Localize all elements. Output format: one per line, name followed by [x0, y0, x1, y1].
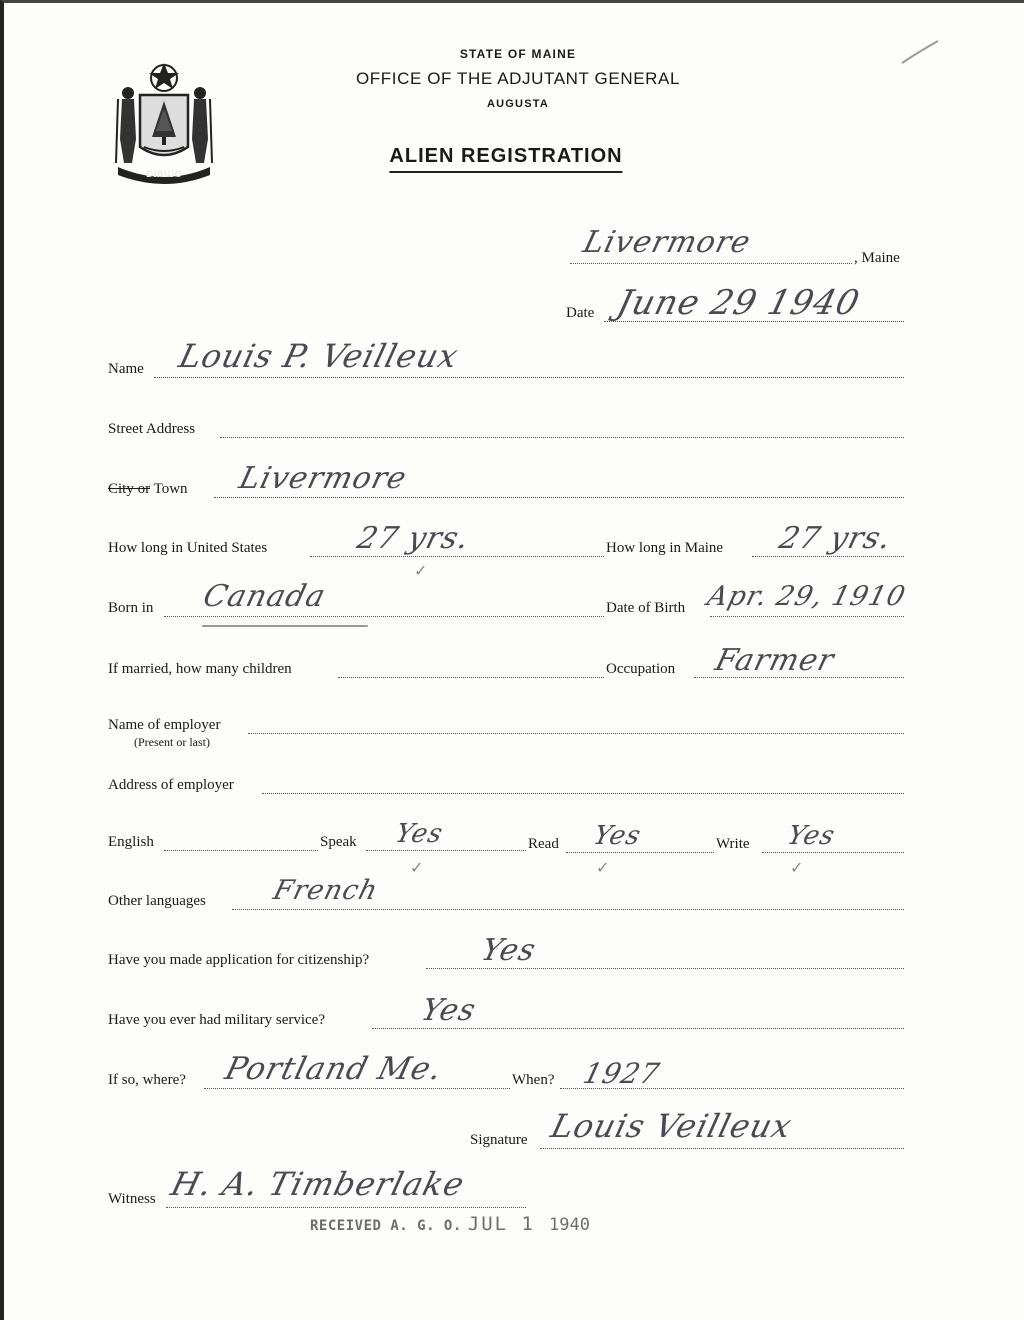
date-value: June 29 1940	[613, 283, 864, 323]
state-heading: STATE OF MAINE	[459, 47, 577, 61]
english-line	[164, 850, 318, 851]
place-line	[570, 263, 852, 264]
stamp-date: JUL 1	[467, 1213, 535, 1235]
years-us-line	[310, 556, 604, 557]
years-maine-label: How long in Maine	[606, 540, 724, 556]
other-languages-label: Other languages	[108, 893, 206, 909]
years-maine-value: 27 yrs.	[775, 521, 896, 556]
town-label-wrap	[108, 481, 188, 498]
stamp-received: RECEIVED A. G. O.	[310, 1218, 462, 1234]
name-line	[154, 377, 904, 378]
witness-line	[166, 1207, 526, 1208]
write-value: Yes	[784, 821, 839, 851]
years-us-value: 27 yrs.	[353, 521, 474, 556]
street-line	[220, 437, 904, 438]
write-line	[762, 852, 904, 853]
city-heading: AUGUSTA	[487, 98, 549, 110]
form-title: ALIEN REGISTRATION	[389, 145, 622, 173]
military-value: Yes	[417, 993, 480, 1028]
checkmark-icon: ✓	[790, 858, 804, 877]
dob-line	[710, 616, 904, 617]
place-suffix: , Maine	[854, 250, 900, 266]
other-languages-value: French	[270, 875, 382, 906]
when-value: 1927	[579, 1057, 664, 1090]
citizenship-label: Have you made application for citizenship?	[108, 952, 370, 968]
employer-address-line	[262, 793, 904, 794]
read-value: Yes	[590, 821, 645, 851]
checkmark-icon: ✓	[414, 561, 428, 580]
occupation-label: Occupation	[606, 661, 676, 677]
dob-label: Date of Birth	[606, 600, 686, 616]
employer-address-label: Address of employer	[108, 777, 234, 793]
born-in-value: Canada	[199, 579, 330, 614]
children-line	[338, 677, 604, 678]
dob-value: Apr. 29, 1910	[704, 581, 909, 612]
speak-label: Speak	[320, 834, 357, 850]
name-label: Name	[108, 361, 144, 377]
born-in-line	[164, 616, 604, 617]
write-label: Write	[716, 836, 750, 852]
employer-sublabel: (Present or last)	[134, 735, 210, 749]
where-value: Portland Me.	[221, 1051, 447, 1087]
military-label: Have you ever had military service?	[108, 1012, 325, 1028]
employer-line	[248, 733, 904, 734]
speak-line	[366, 850, 526, 851]
name-value: Louis P. Veilleux	[175, 337, 463, 375]
office-heading: OFFICE OF THE ADJUTANT GENERAL	[355, 69, 681, 88]
received-stamp	[310, 1213, 590, 1235]
city-or-struck: City or	[108, 481, 151, 497]
born-in-label: Born in	[108, 600, 154, 616]
born-in-underline	[202, 625, 368, 627]
citizenship-line	[426, 968, 904, 969]
date-label: Date	[566, 305, 595, 321]
where-label: If so, where?	[108, 1072, 186, 1088]
english-label: English	[108, 834, 154, 850]
employer-label: Name of employer	[108, 717, 221, 733]
signature-value: Louis Veilleux	[547, 1107, 797, 1145]
citizenship-value: Yes	[477, 933, 540, 968]
when-label: When?	[512, 1072, 555, 1088]
stamp-year: 1940	[549, 1215, 590, 1235]
read-line	[566, 852, 714, 853]
signature-line	[540, 1148, 904, 1149]
place-value: Livermore	[579, 225, 755, 260]
seal-motto: DIRIGO	[145, 170, 183, 180]
speak-value: Yes	[392, 819, 447, 849]
checkmark-icon: ✓	[596, 858, 610, 877]
occupation-value: Farmer	[711, 643, 838, 678]
town-label: Town	[153, 481, 188, 497]
children-label: If married, how many children	[108, 661, 292, 677]
other-languages-line	[232, 909, 904, 910]
military-line	[372, 1028, 904, 1029]
corner-check-mark-icon	[900, 39, 940, 69]
town-value: Livermore	[235, 461, 411, 496]
read-label: Read	[528, 836, 559, 852]
witness-value: H. A. Timberlake	[167, 1165, 469, 1203]
checkmark-icon: ✓	[410, 858, 424, 877]
town-line	[214, 497, 904, 498]
years-us-label: How long in United States	[108, 540, 268, 556]
street-label: Street Address	[108, 421, 196, 437]
witness-label: Witness	[108, 1191, 156, 1207]
years-maine-line	[752, 556, 904, 557]
signature-label: Signature	[470, 1132, 528, 1148]
where-line	[204, 1088, 510, 1089]
